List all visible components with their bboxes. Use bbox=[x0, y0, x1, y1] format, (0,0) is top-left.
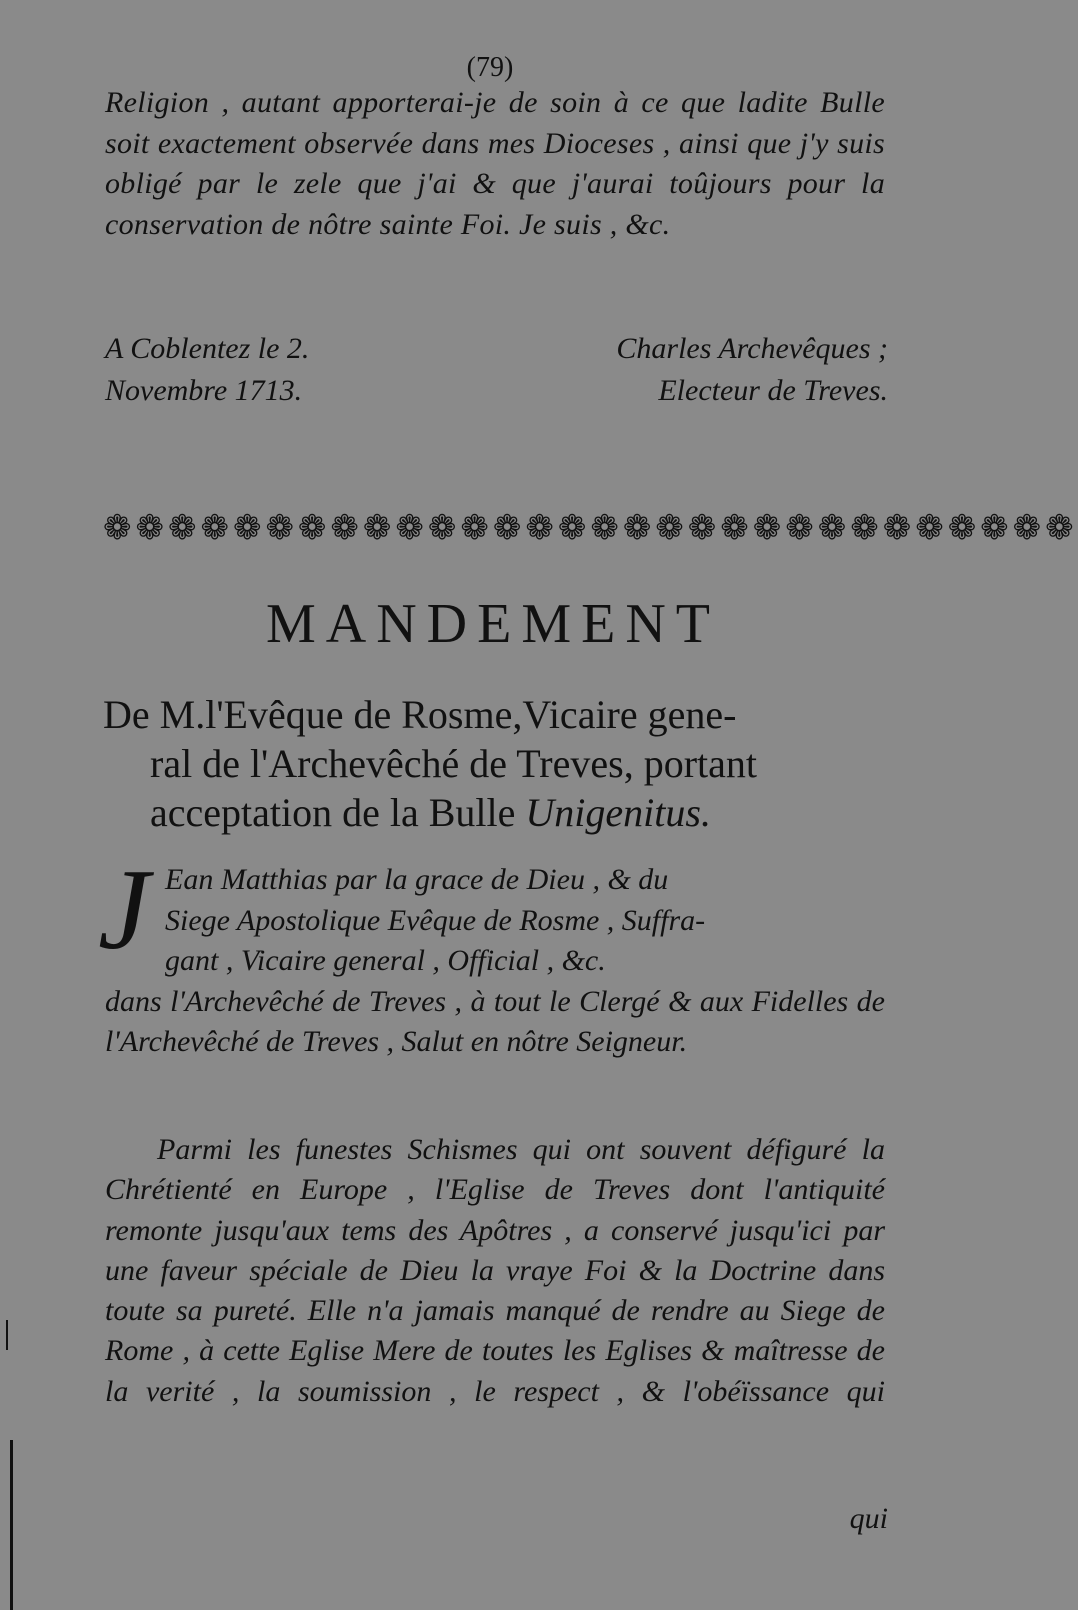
signature-name bbox=[616, 328, 888, 412]
subtitle-italic: Unigenitus. bbox=[525, 790, 711, 835]
ornament-divider: ❁❁❁❁❁❁❁❁❁❁❁❁❁❁❁❁❁❁❁❁❁❁❁❁❁❁❁❁❁❁ bbox=[103, 508, 1078, 548]
opening-line-2: Siege Apostolique Evêque de Rosme , Suffra- bbox=[165, 903, 706, 937]
subtitle-rest: ral de l'Archevêché de Treves, portant acceptation de la Bulle bbox=[150, 741, 757, 835]
margin-mark-bottom bbox=[10, 1440, 13, 1610]
signature-place: A Coblentez le 2. bbox=[105, 332, 310, 365]
opening-line-3: gant , Vicaire general , Official , &c. bbox=[165, 944, 606, 977]
signature-name-line2: Electeur de Treves. bbox=[658, 374, 888, 407]
subtitle-line-1: De M.l'Evêque de Rosme,Vicaire gene- bbox=[103, 692, 737, 737]
catchword: qui bbox=[849, 1502, 888, 1535]
opening-rest: dans l'Archevêché de Treves , à tout le Clergé & aux Fidelles de l'Archevêché de Treves , Salut en nôtre Seigneur. bbox=[105, 984, 885, 1058]
section-title: MANDEMENT bbox=[266, 593, 720, 655]
signature-date: Novembre 1713. bbox=[105, 374, 303, 407]
body-paragraph: Parmi les funestes Schismes qui ont souvent défiguré la Chrétienté en Europe , l'Eglise de Treves dont l'antiquité remonte jusqu'aux tems des Apôtres , a conservé jusqu'ici par une faveur spéciale de Dieu la vraye Foi & la Doctrine dans toute sa pureté. Elle n'a jamais manqué de rendre au Siege de Rome , à cette Eglise Mere de toutes les Eglises & maîtresse de la verité , la soumission , le respect , & l'obéïssance qui bbox=[105, 1133, 885, 1408]
opening-paragraph bbox=[105, 860, 885, 1063]
page-number: (79) bbox=[466, 52, 514, 83]
signature-name-line1: Charles Archevêques ; bbox=[616, 332, 888, 365]
signature-place-date bbox=[105, 328, 309, 412]
opening-line-1: Ean Matthias par la grace de Dieu , & du bbox=[165, 863, 669, 896]
section-subtitle bbox=[103, 690, 883, 837]
closing-paragraph: Religion , autant apporterai-je de soin à ce que ladite Bulle soit exactement observée dans mes Dioceses , ainsi que j'y suis obligé par le zele que j'ai & que j'aurai toûjours pour la conservation de nôtre sainte Foi. Je suis , &c. bbox=[105, 86, 885, 241]
drop-cap-letter: J bbox=[98, 846, 150, 974]
margin-mark-top bbox=[6, 1320, 8, 1350]
